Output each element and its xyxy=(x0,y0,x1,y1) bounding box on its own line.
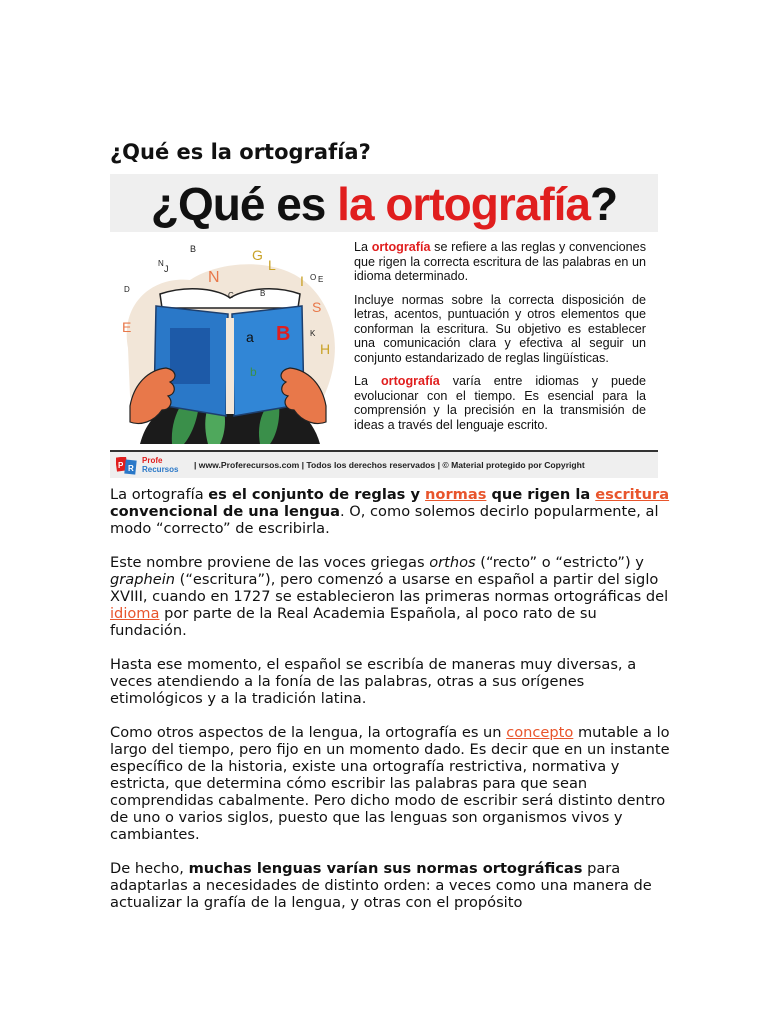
letter-glyph: S xyxy=(312,299,322,315)
infographic xyxy=(110,174,658,478)
paragraph-2 xyxy=(110,554,670,639)
letter-glyph: a xyxy=(246,329,254,345)
letter-glyph: K xyxy=(310,329,316,338)
info-p3-text: varía entre idiomas y puede evolucionar con el tiempo. Es esencial para la comprensión y la precisión en la transmisión de ideas a través del lenguaje escrito. xyxy=(354,374,646,432)
text-run: para adaptarlas a necesidades de distinto orden: a veces como una manera de actualizar la grafía de la lengua, y otras con el propósito xyxy=(110,860,652,911)
page-title: ¿Qué es la ortografía? xyxy=(110,140,371,164)
italic-run: orthos xyxy=(429,554,476,571)
bold-run: es el conjunto de reglas y xyxy=(208,486,426,503)
article-body xyxy=(110,486,670,928)
text-run: Este nombre proviene de las voces griegas xyxy=(110,554,430,571)
text-run: mutable a lo largo del tiempo, pero fijo en un momento dado. Es decir que en un instante específico de la historia, existe una ortografía restrictiva, normativa y estricta, que determina cómo escribir las palabras para que sean comprendidas cabalmente. Pero dicho modo de escribir será distinto dentro de uno o varios siglos, puesto que las lenguas son organismos vivos y cambiantes. xyxy=(110,724,670,843)
infographic-footer xyxy=(110,450,658,478)
letter-glyph: D xyxy=(124,285,130,294)
letter-glyph: C xyxy=(228,291,234,300)
bold-run: que rigen la xyxy=(486,486,596,503)
info-p1-text: se refiere a las reglas y convenciones que rigen la correcta escritura de las palabras en un idioma determinado. xyxy=(354,240,646,283)
link-normas[interactable]: normas xyxy=(425,486,487,503)
letter-glyph: B xyxy=(276,323,291,345)
letter-glyph: L xyxy=(268,257,276,273)
infographic-banner xyxy=(110,174,658,232)
paragraph-3: Hasta ese momento, el español se escribía de maneras muy diversas, a veces atendiendo a la fonía de las palabras, otras a sus orígenes etimológicos y a la tradición latina. xyxy=(110,656,637,707)
banner-title-part3: ? xyxy=(590,178,618,230)
info-p1-text: La xyxy=(354,240,372,254)
info-p3-text: La xyxy=(354,374,381,388)
info-paragraph-2: Incluye normas sobre la correcta disposición de letras, acentos, puntuación y otros elementos que conforman la escritura. Su objetivo es establecer una comunicación clara y efectiva al seguir un conjunto estandarizado de reglas lingüísticas. xyxy=(354,292,646,365)
letter-glyph: N xyxy=(208,269,220,286)
bold-run: convencional de una lengua xyxy=(110,503,340,520)
text-run: (“recto” o “estricto”) y xyxy=(475,554,644,571)
info-p1-keyword: ortografía xyxy=(371,240,431,254)
letter-glyph: J xyxy=(164,264,169,274)
banner-title xyxy=(118,174,650,232)
text-run: . O, como solemos decirlo popularmente, al modo “correcto” de escribirla. xyxy=(110,503,659,537)
reading-person-illustration xyxy=(110,236,346,444)
italic-run: graphein xyxy=(110,571,176,588)
paragraph-5 xyxy=(110,860,670,911)
book-spine xyxy=(226,318,234,414)
book-cover-panel xyxy=(170,328,210,384)
letter-glyph: H xyxy=(320,341,331,357)
letter-glyph: E xyxy=(122,319,132,335)
letter-glyph: O xyxy=(310,273,317,282)
letter-glyph: N xyxy=(158,259,164,268)
letter-glyph: b xyxy=(250,365,257,379)
text-run: La ortografía xyxy=(110,486,209,503)
letter-glyph: E xyxy=(318,275,324,284)
banner-title-part2: la ortografía xyxy=(337,178,590,230)
svg-text:P: P xyxy=(118,461,124,470)
paragraph-4 xyxy=(110,724,670,843)
logo-line-2: Recursos xyxy=(142,465,179,474)
link-concepto[interactable]: concepto xyxy=(506,724,574,741)
link-idioma[interactable]: idioma xyxy=(110,605,160,622)
svg-text:R: R xyxy=(128,464,134,473)
logo-wordmark xyxy=(142,456,178,474)
text-run: Como otros aspectos de la lengua, la ortografía es un xyxy=(110,724,507,741)
copyright-text: | www.Proferecursos.com | Todos los derechos reservados | © Material protegido por Copyright xyxy=(194,460,585,470)
letter-glyph: B xyxy=(190,244,197,254)
info-paragraph-3 xyxy=(354,374,646,432)
letter-glyph: I xyxy=(300,273,304,289)
info-p3-keyword: ortografía xyxy=(380,374,440,388)
logo-line-1: Profe xyxy=(142,456,163,465)
text-run: (“escritura”), pero comenzó a usarse en español a partir del siglo XVIII, cuando en 1727 se establecieron las primeras normas ortográficas del xyxy=(110,571,669,605)
banner-title-part1: ¿Qué es xyxy=(150,178,338,230)
text-run: De hecho, xyxy=(110,860,189,877)
bold-run: muchas lenguas varían sus normas ortográficas xyxy=(188,860,583,877)
letter-glyph: B xyxy=(260,289,266,298)
info-paragraph-1 xyxy=(354,240,646,284)
link-escritura[interactable]: escritura xyxy=(595,486,670,503)
profe-recursos-logo-icon xyxy=(116,457,138,475)
paragraph-1 xyxy=(110,486,670,537)
letter-glyph: G xyxy=(252,247,263,263)
infographic-text xyxy=(354,240,646,441)
text-run: por parte de la Real Academia Española, al poco rato de su fundación. xyxy=(110,605,597,639)
